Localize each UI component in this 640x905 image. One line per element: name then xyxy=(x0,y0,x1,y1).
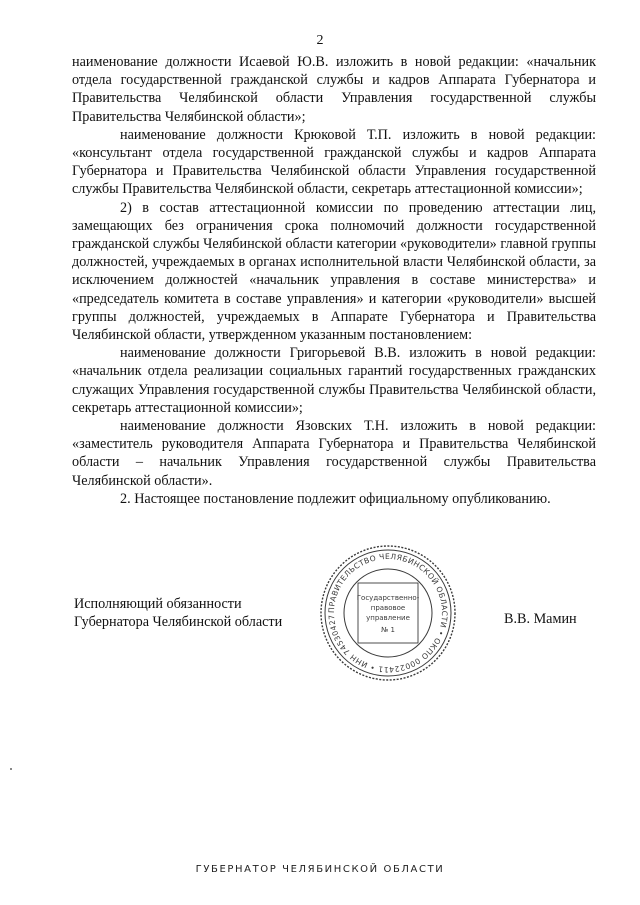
signatory-title-line2: Губернатора Челябинской области xyxy=(74,614,283,630)
scan-speck xyxy=(10,768,12,770)
seal-inner-line2: правовое xyxy=(370,604,406,612)
seal-outer-text: ПРАВИТЕЛЬСТВО ЧЕЛЯБИНСКОЙ ОБЛАСТИ • ОКПО 00022411 • ИНН 74530427 xyxy=(326,551,450,675)
paragraph-grigoryeva: наименование должности Григорьевой В.В. изложить в новой редакции: «начальник отдела реализации социальных гарантий государственных гражданских служащих Управления государственной службы Правительства Челябинской области, секретарь аттестационной комиссии»; xyxy=(72,345,596,416)
paragraph-isaeva: наименование должности Исаевой Ю.В. изложить в новой редакции: «начальник отдела государственной гражданской службы и кадров Аппарата Губернатора и Правительства Челябинской области Управления государственной службы Правительства Челябинской области»; xyxy=(72,54,596,125)
page-number: 2 xyxy=(316,33,324,48)
signatory-title-line1: Исполняющий обязанности xyxy=(74,596,242,612)
seal-inner-line1: Государственно- xyxy=(356,594,420,602)
paragraph-kryukova: наименование должности Крюковой Т.П. изложить в новой редакции: «консультант отдела государственной гражданской службы и кадров Аппарата Губернатора и Правительства Челябинской области Управления государственной службы Правительства Челябинской области, секретарь аттестационной комиссии»; xyxy=(72,126,596,198)
seal-graphic xyxy=(318,543,458,683)
signatory-name: В.В. Мамин xyxy=(504,611,577,627)
document-body xyxy=(72,53,596,508)
official-seal xyxy=(318,543,458,683)
seal-outer-ring xyxy=(321,546,455,680)
paragraph-commission: 2) в состав аттестационной комиссии по проведению аттестации лиц, замещающих без ограничения срока полномочий должности государственной гражданской службы Челябинской области категории «руководители» главной группы должностей, учреждаемых в органах исполнительной власти Челябинской области, за исключением должностей «начальник управления в составе министерства» и «председатель комитета в составе управления» и категории «руководители» высшей группы должностей, учреждаемых в Аппарате Губернатора и Правительства Челябинской области, утвержденном указанным постановлением: xyxy=(72,199,596,344)
signatory-title xyxy=(74,595,282,631)
paragraph-yazovskikh: наименование должности Язовских Т.Н. изложить в новой редакции: «заместитель руководителя Аппарата Губернатора и Правительства Челябинской области – начальник Управления государственной службы Правительства Челябинской области». xyxy=(72,418,596,489)
seal-inner-line3: управление xyxy=(366,614,410,622)
seal-inner-line4: № 1 xyxy=(381,626,395,634)
seal-inner-ring xyxy=(344,569,432,657)
seal-center-box xyxy=(358,583,418,643)
paragraph-publication: 2. Настоящее постановление подлежит официальному опубликованию. xyxy=(120,490,551,507)
footer-text: ГУБЕРНАТОР ЧЕЛЯБИНСКОЙ ОБЛАСТИ xyxy=(195,864,445,875)
